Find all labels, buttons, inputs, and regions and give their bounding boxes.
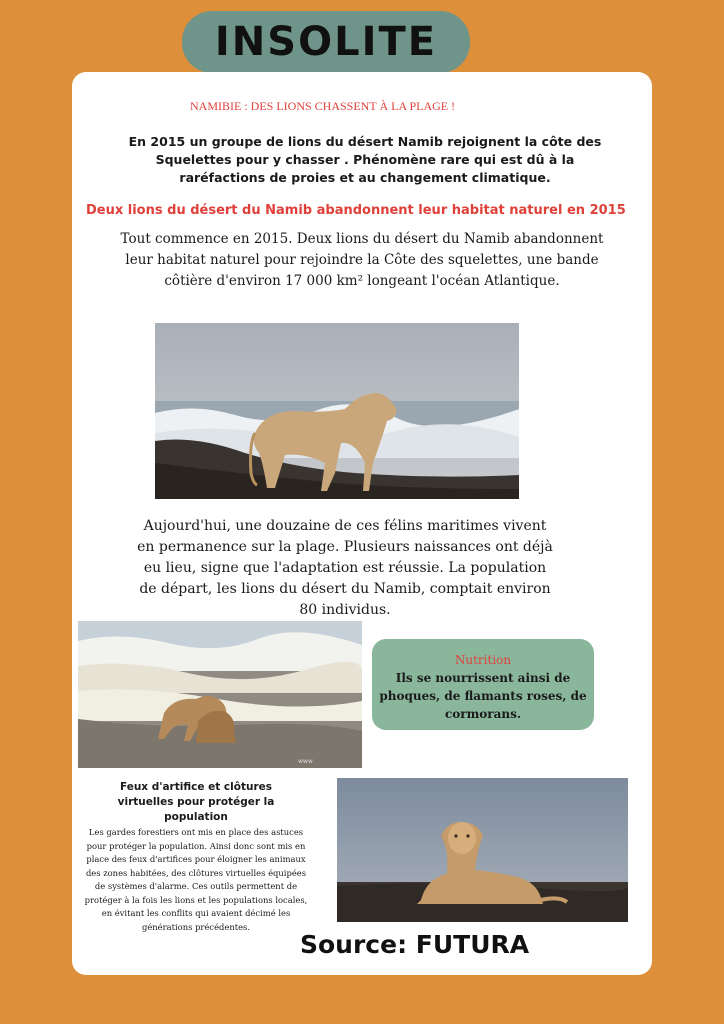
header-banner [182, 11, 470, 73]
source-credit: Source: FUTURA [300, 930, 530, 959]
nutrition-title: Nutrition [454, 653, 512, 667]
nutrition-text: Ils se nourrissent ainsi de phoques, de flamants roses, de cormorans. [379, 671, 587, 721]
photo-lioness-desert [337, 778, 628, 922]
photo-lions-beach [78, 621, 362, 768]
article-paragraph-1: Tout commence en 2015. Deux lions du désert du Namib abandonnent leur habitat naturel pour rejoindre la Côte des squelettes, une bande côtière d'environ 17 000 km² longeant l'océan Atlantique. [120, 231, 604, 289]
article-subheading: Deux lions du désert du Namib abandonnent leur habitat naturel en 2015 [86, 203, 626, 218]
article-kicker: NAMIBIE : DES LIONS CHASSENT À LA PLAGE ! [190, 99, 456, 113]
photo-lioness-shore [155, 323, 519, 499]
protection-title: Feux d'artifice et clôtures virtuelles pour protéger la population [117, 781, 275, 823]
page-title: INSOLITE [214, 19, 438, 65]
protection-text: Les gardes forestiers ont mis en place des astuces pour protéger la population. Ainsi donc sont mis en place des feux d'artifices pour éloigner les animaux des zones habitées, des clôtures virtuelles équipées de systèmes d'alarme. Ces outils permettent de protéger à la fois les lions et les populations locales, en évitant les conflits qui avaient décimé les générations précédentes. [84, 827, 308, 932]
svg-text:www: www [298, 758, 313, 765]
article-paragraph-2: Aujourd'hui, une douzaine de ces félins maritimes vivent en permanence sur la plage. Plusieurs naissances ont déjà eu lieu, signe que l'adaptation est réussie. La population de départ, les lions du désert du Namib, comptait environ 80 individus. [137, 518, 553, 618]
article-intro: En 2015 un groupe de lions du désert Namib rejoignent la côte des Squelettes pour y chasser . Phénomène rare qui est dû à la raréfactions de proies et au changement climatique. [128, 134, 602, 185]
